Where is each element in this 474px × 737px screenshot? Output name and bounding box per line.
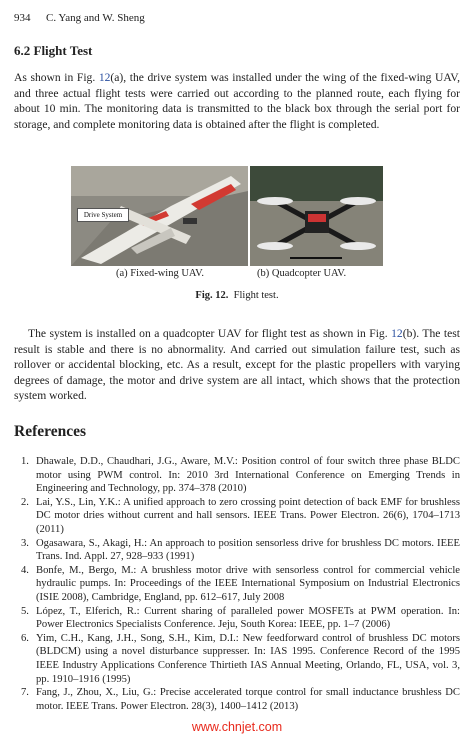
figure-12-link[interactable]: 12	[391, 327, 403, 340]
paragraph-2-text-end: (b). The test result is stable and there is no abnormality. And carried out simulation failure test, such as rollover or accidental blocking, etc. As a result, except for the plastic propellers with varying degrees of damage, the motor and drive system are all intact, which shows that the protection system worked.	[14, 327, 460, 403]
reference-number: 7.	[21, 687, 29, 699]
paragraph-1	[14, 70, 460, 132]
running-header	[14, 12, 145, 24]
references-heading: References	[14, 423, 87, 440]
reference-text: Lai, Y.S., Lin, Y.K.: A unified approach to zero crossing point detection of back EMF for brushless DC motor dries without current and hall sensors. IEEE Trans. Power Electron. 26(6), 1704–1713 (2011)	[36, 496, 460, 535]
subcaption-b: (b) Quadcopter UAV.	[257, 268, 347, 279]
page-number: 934	[14, 12, 31, 24]
reference-number: 6.	[21, 632, 29, 644]
reference-number: 3.	[21, 537, 29, 549]
reference-item	[14, 564, 460, 605]
reference-list	[14, 455, 460, 713]
reference-item	[14, 686, 460, 713]
reference-text: Dhawale, D.D., Chaudhari, J.G., Aware, M.V.: Position control of four switch three phase BLDC motor using PWM control. In: 2010 3rd International Conference on Emerging Trends in Engineering and Technology, pp. 374–378 (2010)	[36, 456, 460, 495]
reference-text: Yim, C.H., Kang, J.H., Song, S.H., Kim, D.I.: New feedforward control of brushless DC motors (BLDCM) using a novel disturbance suppresser. In: IAS 1995. Conference Record of the 1995 IEEE Industry Applications Conference Thirtieth IAS Annual Meeting, Orlando, FL, USA, vol. 3, pp. 1910–1916 (1995)	[36, 632, 460, 685]
reference-item	[14, 455, 460, 496]
reference-number: 2.	[21, 496, 29, 508]
reference-item	[14, 605, 460, 632]
reference-number: 1.	[21, 456, 29, 467]
site-watermark: www.chnjet.com	[191, 720, 283, 734]
reference-item	[14, 496, 460, 537]
reference-item	[14, 537, 460, 564]
reference-text: Bonfe, M., Bergo, M.: A brushless motor drive with sensorless control for commercial vehicle hydraulic pumps. In: Proceedings of the IEEE International Symposium on Industrial Electronics (ISIE 2008), Cambridge, England, pp. 612–617, July 2008	[36, 564, 460, 603]
figure-caption	[0, 290, 474, 301]
reference-text: Ogasawara, S., Akagi, H.: An approach to position sensorless drive for brushless DC motors. IEEE Trans. Ind. Appl. 27, 928–933 (1991)	[36, 537, 460, 563]
paragraph-2-text-start: The system is installed on a quadcopter UAV for flight test as shown in Fig.	[28, 327, 392, 340]
reference-text: López, T., Elferich, R.: Current sharing of paralleled power MOSFETs at PWM operation. In: Power Electronics Specialists Conference. Jeju, South Korea: IEEE, pp. 1–7 (2006)	[36, 605, 460, 631]
fixed-wing-uav-photo	[71, 166, 248, 266]
subcaption-a: (a) Fixed-wing UAV.	[116, 268, 204, 279]
paragraph-2	[14, 326, 460, 404]
figure-12-link[interactable]: 12	[98, 71, 111, 84]
running-header-authors: C. Yang and W. Sheng	[46, 12, 145, 24]
reference-item	[14, 632, 460, 686]
figure-caption-text: Flight test.	[233, 290, 279, 301]
section-title: 6.2 Flight Test	[14, 43, 93, 58]
paragraph-1-text-start: As shown in Fig.	[14, 71, 99, 84]
reference-number: 5.	[21, 605, 29, 617]
quadcopter-uav-photo	[250, 166, 383, 266]
drive-system-label: Drive System	[77, 208, 129, 222]
figure-12-photos	[71, 166, 383, 266]
paragraph-1-text-end: (a), the drive system was installed under the wing of the fixed-wing UAV, and three actual flight tests were carried out according to the planned route, each flying for about 10 min. The monitoring data is transmitted to the black box through the serial port for storage, and complete monitoring data is obtained after the flight is completed.	[14, 71, 460, 131]
figure-caption-label: Fig. 12.	[195, 290, 229, 301]
reference-text: Fang, J., Zhou, X., Liu, G.: Precise accelerated torque control for small inductance brushless DC motor. IEEE Trans. Power Electron. 28(3), 1400–1412 (2013)	[36, 687, 460, 712]
reference-number: 4.	[21, 564, 29, 576]
